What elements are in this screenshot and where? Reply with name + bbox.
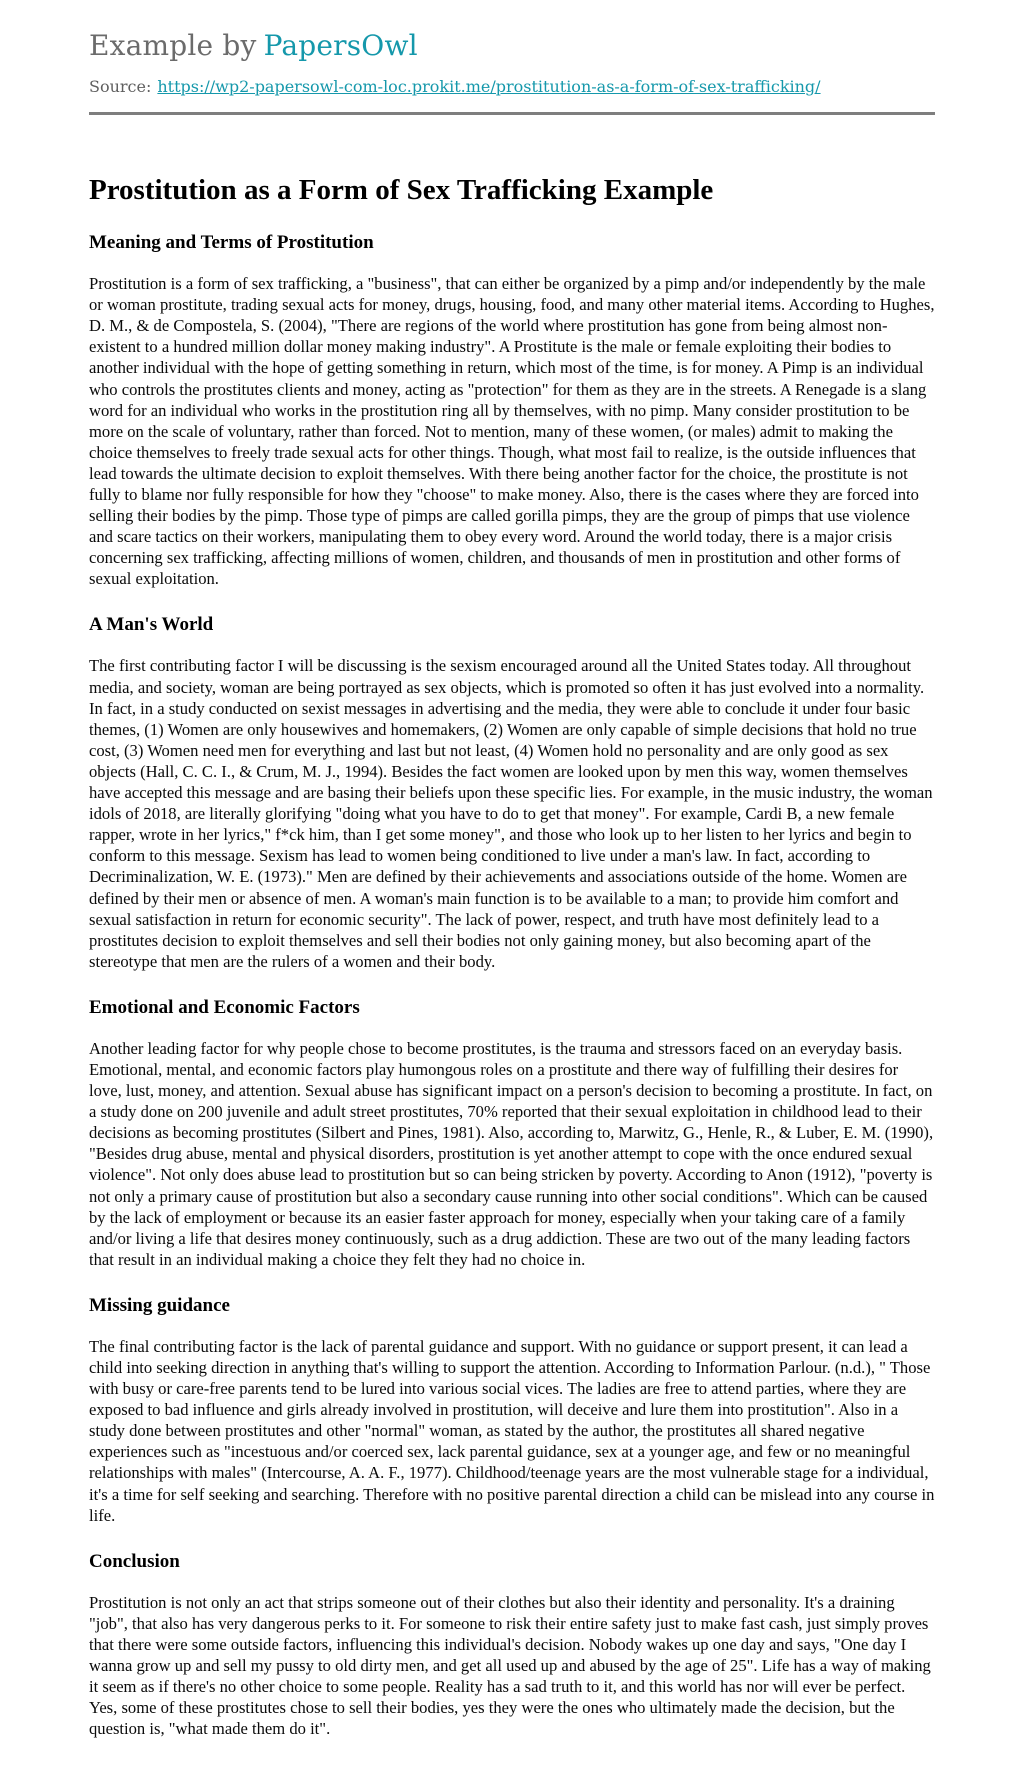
header-prefix: Example by [89,29,257,62]
header-divider [89,112,935,115]
section-a-mans-world [89,614,935,971]
section-heading-meaning-and-terms: Meaning and Terms of Prostitution [89,232,374,254]
section-meaning-and-terms [89,232,935,589]
section-body-emotional-economic-factors: Another leading factor for why people chose to become prostitutes, is the trauma and stressors faced on an everyday basis. Emotional, mental, and economic factors play humongous roles on a prostitute and there way of fulfilling their desires for love, lust, money, and attention. Sexual abuse has significant impact on a person's decision to becoming a prostitute. In fact, on a study done on 200 juvenile and adult street prostitutes, 70% reported that their sexual exploitation in childhood lead to their decisions as becoming prostitutes (Silbert and Pines, 1981). Also, according to, Marwitz, G., Henle, R., & Luber, E. M. (1990), "Besides drug abuse, mental and physical disorders, prostitution is yet another attempt to cope with the once endured sexual violence". Not only does abuse lead to prostitution but so can being stricken by poverty. According to Anon (1912), "poverty is not only a primary cause of prostitution but also a secondary cause running into other social conditions". Which can be caused by the lack of employment or because its an easier faster approach for money, especially when your taking care of a family and/or living a life that desires money continuously, such as a drug addiction. These are two out of the many leading factors that result in an individual making a choice they felt they had no choice in. [89,1038,934,1269]
section-heading-emotional-economic-factors: Emotional and Economic Factors [89,996,360,1018]
section-conclusion [89,1551,935,1740]
section-body-a-mans-world: The first contributing factor I will be discussing is the sexism encouraged around all the United States today. All throughout media, and society, woman are being portrayed as sex objects, which is promoted so often it has just evolved into a normality. In fact, in a study conducted on sexist messages in advertising and the media, they were able to conclude it under four basic themes, (1) Women are only housewives and homemakers, (2) Women are only capable of simple decisions that hold no true cost, (3) Women need men for everything and last but not least, (4) Women hold no personality and are only good as sex objects (Hall, C. C. I., & Crum, M. J., 1994). Besides the fact women are looked upon by men this way, women themselves have accepted this message and are basing their beliefs upon these specific lies. For example, in the music industry, the woman idols of 2018, are literally glorifying "doing what you have to do to get that money". For example, Cardi B, a new female rapper, wrote in her lyrics," f*ck him, than I get some money", and those who look up to her listen to her lyrics and begin to conform to this message. Sexism has lead to women being conditioned to live under a man's law. In fact, according to Decriminalization, W. E. (1973)." Men are defined by their achievements and associations outside of the home. Women are defined by their men or absence of men. A woman's main function is to be available to a man; to provide him comfort and sexual satisfaction in return for economic security". The lack of power, respect, and truth have most definitely lead to a prostitutes decision to exploit themselves and sell their bodies not only gaining money, but also becoming apart of the stereotype that men are the rulers of a women and their body. [89,656,933,971]
section-heading-conclusion: Conclusion [89,1550,180,1572]
source-label: Source: [89,77,152,97]
source-line [89,77,935,96]
pdf-header [89,30,935,115]
brand-name: PapersOwl [263,29,418,62]
section-body-meaning-and-terms: Prostitution is a form of sex trafficking, a "business", that can either be organized by a pimp and/or independently by the male or woman prostitute, trading sexual acts for money, drugs, housing, food, and many other material items. According to Hughes, D. M., & de Compostela, S. (2004), "There are regions of the world where prostitution has gone from being almost non-existent to a hundred million dollar money making industry". A Prostitute is the male or female exploiting their bodies to another individual with the hope of getting something in return, which most of the time, is for money. A Pimp is an individual who controls the prostitutes clients and money, acting as "protection" for them as they are in the streets. A Renegade is a slang word for an individual who works in the prostitution ring all by themselves, with no pimp. Many consider prostitution to be more on the scale of voluntary, rather than forced. Not to mention, many of these women, (or males) admit to making the choice themselves to freely trade sexual acts for other things. Though, what most fail to realize, is the outside influences that lead towards the ultimate decision to exploit themselves. With there being another factor for the choice, the prostitute is not fully to blame nor fully responsible for how they "choose" to make money. Also, there is the cases where they are forced into selling their bodies by the pimp. Those type of pimps are called gorilla pimps, they are the group of pimps that use violence and scare tactics on their workers, manipulating them to obey every word. Around the world today, there is a major crisis concerning sex trafficking, affecting millions of women, children, and thousands of men in prostitution and other forms of sexual exploitation. [89,274,935,589]
section-body-missing-guidance: The final contributing factor is the lack of parental guidance and support. With no guidance or support present, it can lead a child into seeking direction in anything that's willing to support the attention. According to Information Parlour. (n.d.), " Those with busy or care-free parents tend to be lured into various social vices. The ladies are free to attend parties, where they are exposed to bad influence and girls already involved in prostitution, will deceive and lure them into prostitution". Also in a study done between prostitutes and other "normal" woman, as stated by the author, the prostitutes all shared negative experiences such as "incestuous and/or coerced sex, lack parental guidance, sex at a younger age, and few or no meaningful relationships with males" (Intercourse, A. A. F., 1977). Childhood/teenage years are the most vulnerable stage for a individual, it's a time for self seeking and searching. Therefore with no positive parental direction a child can be mislead into any course in life. [89,1336,935,1525]
document-title: Prostitution as a Form of Sex Trafficking Example [89,174,714,207]
section-heading-missing-guidance: Missing guidance [89,1294,230,1316]
section-missing-guidance [89,1295,935,1526]
section-body-conclusion: Prostitution is not only an act that strips someone out of their clothes but also their identity and personality. It's a draining "job", that also has very dangerous perks to it. For someone to risk their entire safety just to make fast cash, just simply proves that there were some outside factors, influencing this individual's decision. Nobody wakes up one day and says, "One day I wanna grow up and sell my pussy to old dirty men, and get all used up and abused by the age of 25". Life has a way of making it seem as if there's no other choice to some people. Reality has a sad truth to it, and this world has nor will ever be perfect. Yes, some of these prostitutes chose to sell their bodies, yes they were the ones who ultimately made the decision, but the question is, "what made them do it". [89,1592,931,1739]
source-link[interactable]: https://wp2-papersowl-com-loc.prokit.me/prostitution-as-a-form-of-sex-trafficking/ [157,77,821,97]
section-emotional-economic-factors [89,997,935,1270]
section-heading-a-mans-world: A Man's World [89,614,214,636]
header-title [89,30,935,62]
